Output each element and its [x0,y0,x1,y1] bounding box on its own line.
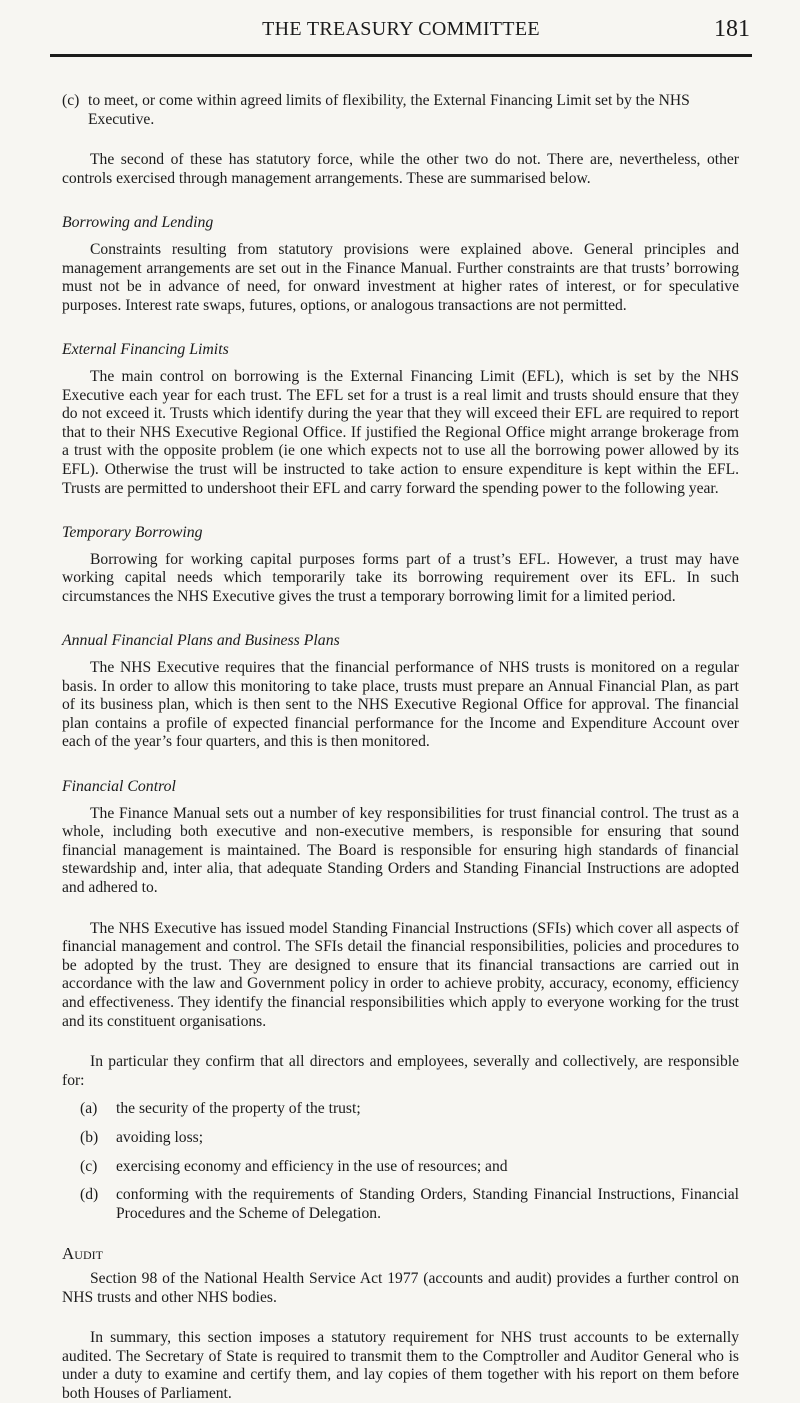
section-heading: Audit [62,1244,103,1264]
section-heading: Financial Control [62,778,176,796]
list-label: (a) [80,1100,98,1118]
paragraph: The NHS Executive requires that the financial performance of NHS trusts is monitored on a regular basis. In order to allow this monitoring to take place, trusts must prepare an Annual Financial Plan, as part of its business plan, which is then sent to the NHS Executive Regional Office for approval. The financial plan contains a profile of expected financial performance for the Income and Expenditure Account over each of the year’s four quarters, and this is then monitored. [62,659,739,751]
list-label: (b) [80,1128,99,1146]
list-label: (c) [80,1157,98,1175]
list-item [62,1158,739,1177]
paragraph: Borrowing for working capital purposes forms part of a trust’s EFL. However, a trust may have working capital needs which temporarily take its borrowing requirement over its EFL. In such circumstances the NHS Executive gives the trust a temporary borrowing limit for a limited period. [62,550,739,605]
list-label: (c) [62,92,80,109]
section-heading: Annual Financial Plans and Business Plans [62,632,340,650]
list-text: the security of the property of the trust; [116,1100,361,1118]
list-text: avoiding loss; [116,1128,204,1146]
paragraph: Constraints resulting from statutory provisions were explained above. General principles and management arrangements are set out in the Finance Manual. Further constraints are that trusts’ borrowing must not be in advance of need, for onward investment at higher rates of interest, or for speculative purposes. Interest rate swaps, futures, options, or analogous transactions are not permitted. [62,240,739,314]
list-item [62,1100,739,1119]
paragraph: Section 98 of the National Health Service Act 1977 (accounts and audit) provides a further control on NHS trusts and other NHS bodies. [62,1269,739,1306]
paragraph: The NHS Executive has issued model Standing Financial Instructions (SFIs) which cover all aspects of financial management and control. The SFIs detail the financial responsibilities, policies and procedures to be adopted by the trust. They are designed to ensure that its financial transactions are carried out in accordance with the law and Government policy in order to achieve probity, accuracy, economy, efficiency and effectiveness. They identify the financial responsibilities which apply to everyone working for the trust and its constituent organisations. [62,919,739,1030]
section-heading: Borrowing and Lending [62,214,214,232]
list-label: (d) [80,1186,99,1204]
section-heading: Temporary Borrowing [62,524,203,542]
paragraph: In summary, this section imposes a statutory requirement for NHS trust accounts to be externally audited. The Secretary of State is required to transmit them to the Comptroller and Auditor General who is under a duty to examine and certify them, and lay copies of them together with his report on them before both Houses of Parliament. [62,1329,739,1402]
paragraph: The main control on borrowing is the External Financing Limit (EFL), which is set by the NHS Executive each year for each trust. The EFL set for a trust is a real limit and trusts should ensure that they do not exceed it. Trusts which identify during the year that they will exceed their EFL are required to report that to their NHS Executive Regional Office. If justified the Regional Office might arrange brokerage from a trust with the opposite problem (ie one which expects not to use all the borrowing power allowed by its EFL). Otherwise the trust will be instructed to take action to ensure expenditure is kept within the EFL. Trusts are permitted to undershoot their EFL and carry forward the spending power to the following year. [62,367,739,497]
body-text [62,92,739,1403]
list-item [62,1129,739,1148]
running-header [50,16,752,57]
section-heading: External Financing Limits [62,341,229,359]
list-item [62,92,739,129]
list-text: exercising economy and efficiency in the use of resources; and [116,1157,508,1175]
running-title: THE TREASURY COMMITTEE [262,18,540,40]
list-item [62,1186,739,1223]
paragraph: In particular they confirm that all directors and employees, severally and collectively, are responsible for: [62,1053,739,1089]
list-text: conforming with the requirements of Standing Orders, Standing Financial Instructions, Financial Procedures and the Scheme of Delegation. [116,1186,739,1222]
page-number: 181 [714,16,750,42]
list-text: to meet, or come within agreed limits of flexibility, the External Financing Limit set by the NHS Executive. [88,92,690,128]
paragraph: The Finance Manual sets out a number of key responsibilities for trust financial control. The trust as a whole, including both executive and non-executive members, is responsible for ensuring that sound financial management is maintained. The Board is responsible for ensuring high standards of financial stewardship and, inter alia, that adequate Standing Orders and Standing Financial Instructions are adopted and adhered to. [62,804,739,896]
paragraph: The second of these has statutory force, while the other two do not. There are, nevertheless, other controls exercised through management arrangements. These are summarised below. [62,151,739,187]
